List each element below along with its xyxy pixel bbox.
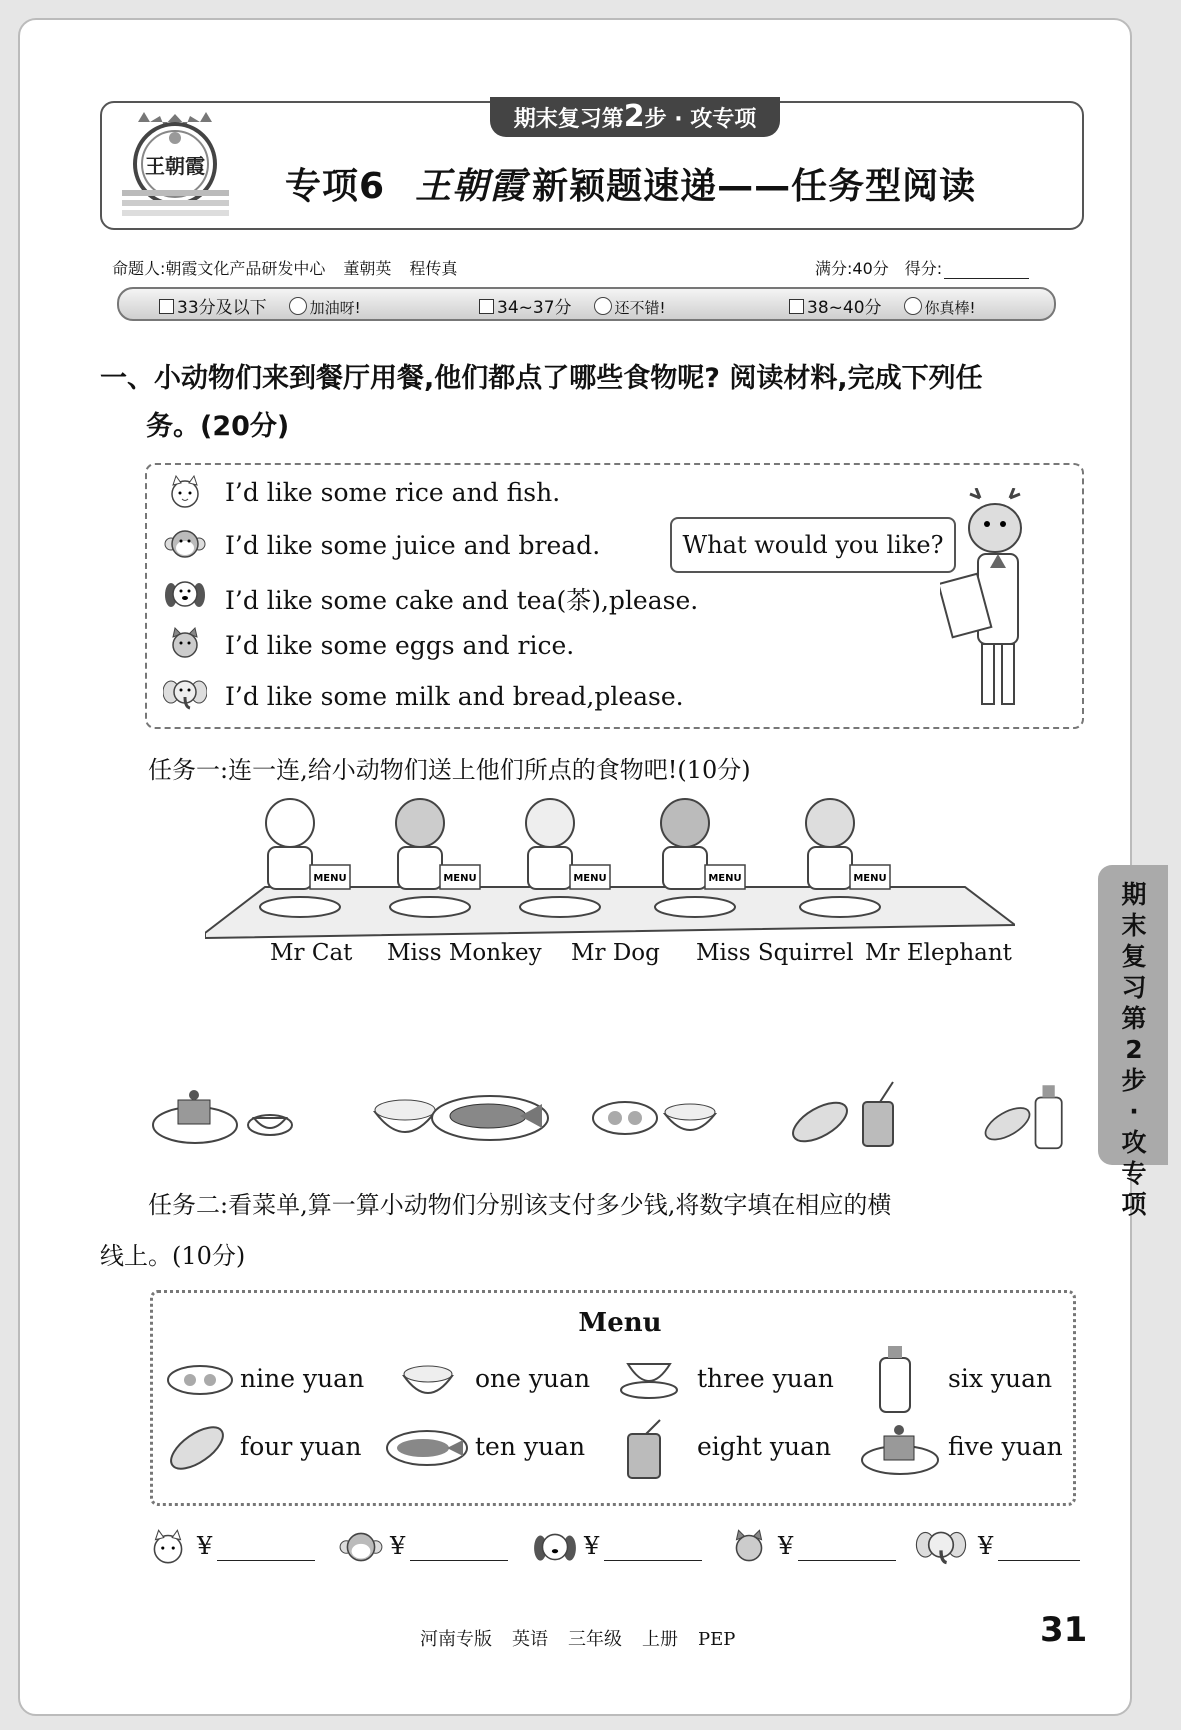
page-number: 31: [1040, 1610, 1088, 1650]
reading-line: I’d like some eggs and rice.: [225, 631, 575, 660]
step-tab: 期末复习第2步 · 攻专项: [490, 97, 780, 137]
tea-cup-icon: [618, 1354, 680, 1400]
rice-bowl-icon: [400, 1358, 456, 1400]
answer-blank[interactable]: [998, 1560, 1080, 1561]
bread-and-milk-icon[interactable]: [975, 1080, 1075, 1150]
task2-instruction: 任务二:看菜单,算一算小动物们分别该支付多少钱,将数字填在相应的横: [148, 1191, 892, 1219]
side-tab: 期末复习第2步·攻专项: [1098, 865, 1168, 1165]
menu-price: ten yuan: [475, 1432, 586, 1461]
menu-price: five yuan: [948, 1432, 1063, 1461]
grade-bar: [117, 287, 1056, 321]
smiley-icon: [594, 297, 612, 315]
task2-instruction-cont: 线上。(10分): [100, 1242, 246, 1270]
reading-line: I’d like some juice and bread.: [225, 531, 601, 560]
restaurant-table-illustration: [205, 795, 1015, 940]
squirrel-face-icon: [163, 627, 207, 661]
smiley-icon: [289, 297, 307, 315]
menu-price: six yuan: [948, 1364, 1053, 1393]
reading-line: I’d like some milk and bread,please.: [225, 682, 684, 711]
diner-head: [661, 799, 709, 847]
diner-head: [806, 799, 854, 847]
menu-price: eight yuan: [697, 1432, 832, 1461]
answer-blank[interactable]: [798, 1560, 896, 1561]
dog-face-icon: [532, 1528, 578, 1566]
answer-blank[interactable]: [217, 1560, 315, 1561]
bread-icon: [165, 1420, 230, 1476]
reading-line: I’d like some rice and fish.: [225, 478, 561, 507]
squirrel-face-icon: [726, 1528, 772, 1566]
brand-logo: [118, 108, 233, 220]
grade-option: 34~37分 还不错!: [479, 293, 666, 318]
plate: [390, 897, 470, 917]
animal-name: Miss Squirrel: [696, 940, 854, 966]
cat-face-icon: [145, 1528, 191, 1566]
grade-option: 38~40分 你真棒!: [789, 293, 976, 318]
cat-face-icon: [163, 475, 207, 509]
diner-head: [526, 799, 574, 847]
score-area: 满分:40分 得分:: [815, 256, 1045, 279]
diner-body: [398, 847, 442, 889]
checkbox-icon[interactable]: [159, 299, 174, 314]
reading-line: I’d like some cake and tea(茶),please.: [225, 586, 699, 615]
answer-cat: ¥: [145, 1528, 315, 1568]
diner-head: [396, 799, 444, 847]
diner-head: [266, 799, 314, 847]
menu-card-label: MENU: [573, 873, 607, 884]
score-blank[interactable]: [944, 264, 1029, 279]
question-title: 一、小动物们来到餐厅用餐,他们都点了哪些食物呢? 阅读材料,完成下列任 务。(20分): [100, 363, 983, 442]
monkey-face-icon: [163, 527, 207, 561]
speech-bubble: What would you like?: [670, 517, 956, 573]
plate: [655, 897, 735, 917]
monkey-face-icon: [338, 1528, 384, 1566]
eggs-and-rice-icon[interactable]: [590, 1080, 720, 1150]
grade-option: 33分及以下 加油呀!: [159, 293, 361, 318]
juice-icon: [620, 1418, 670, 1480]
answer-monkey: ¥: [338, 1528, 508, 1568]
diner-body: [808, 847, 852, 889]
menu-price: three yuan: [697, 1364, 834, 1393]
fish-icon: [385, 1428, 470, 1468]
smiley-icon: [904, 297, 922, 315]
deer-waiter-illustration: [940, 488, 1070, 708]
diner-body: [663, 847, 707, 889]
checkbox-icon[interactable]: [479, 299, 494, 314]
eggs-icon: [165, 1362, 235, 1398]
cake-and-tea-icon[interactable]: [150, 1080, 300, 1150]
plate: [520, 897, 600, 917]
checkbox-icon[interactable]: [789, 299, 804, 314]
menu-title: Menu: [578, 1308, 662, 1338]
answer-elephant: ¥: [910, 1528, 1080, 1568]
animal-name: Mr Cat: [270, 940, 353, 966]
page-title: 专项6 王朝霞 新颖题速递——任务型阅读: [285, 165, 977, 207]
bread-and-juice-icon[interactable]: [785, 1080, 905, 1150]
rice-and-fish-icon[interactable]: [370, 1080, 550, 1150]
task1-instruction: 任务一:连一连,给小动物们送上他们所点的食物吧!(10分): [148, 756, 751, 784]
animal-name: Mr Dog: [571, 940, 660, 966]
menu-price: one yuan: [475, 1364, 591, 1393]
cake-icon: [860, 1420, 940, 1476]
diner-body: [268, 847, 312, 889]
answer-squirrel: ¥: [726, 1528, 896, 1568]
elephant-face-icon: [910, 1528, 972, 1566]
plate: [800, 897, 880, 917]
menu-price: four yuan: [240, 1432, 362, 1461]
answer-dog: ¥: [532, 1528, 702, 1568]
menu-card-label: MENU: [853, 873, 887, 884]
footer: 河南专版 英语 三年级 上册 PEP: [420, 1629, 736, 1650]
diner-body: [528, 847, 572, 889]
animal-name: Mr Elephant: [865, 940, 1012, 966]
answer-blank[interactable]: [410, 1560, 508, 1561]
menu-price: nine yuan: [240, 1364, 365, 1393]
svg-text:王朝霞: 王朝霞: [145, 154, 205, 178]
menu-card-label: MENU: [313, 873, 347, 884]
menu-card-label: MENU: [443, 873, 477, 884]
plate: [260, 897, 340, 917]
elephant-face-icon: [163, 677, 207, 711]
answer-blank[interactable]: [604, 1560, 702, 1561]
dog-face-icon: [163, 577, 207, 611]
milk-bottle-icon: [878, 1344, 912, 1414]
credits: 命题人:朝霞文化产品研发中心 董朝英 程传真: [112, 259, 458, 278]
menu-card-label: MENU: [708, 873, 742, 884]
animal-name: Miss Monkey: [387, 940, 542, 966]
